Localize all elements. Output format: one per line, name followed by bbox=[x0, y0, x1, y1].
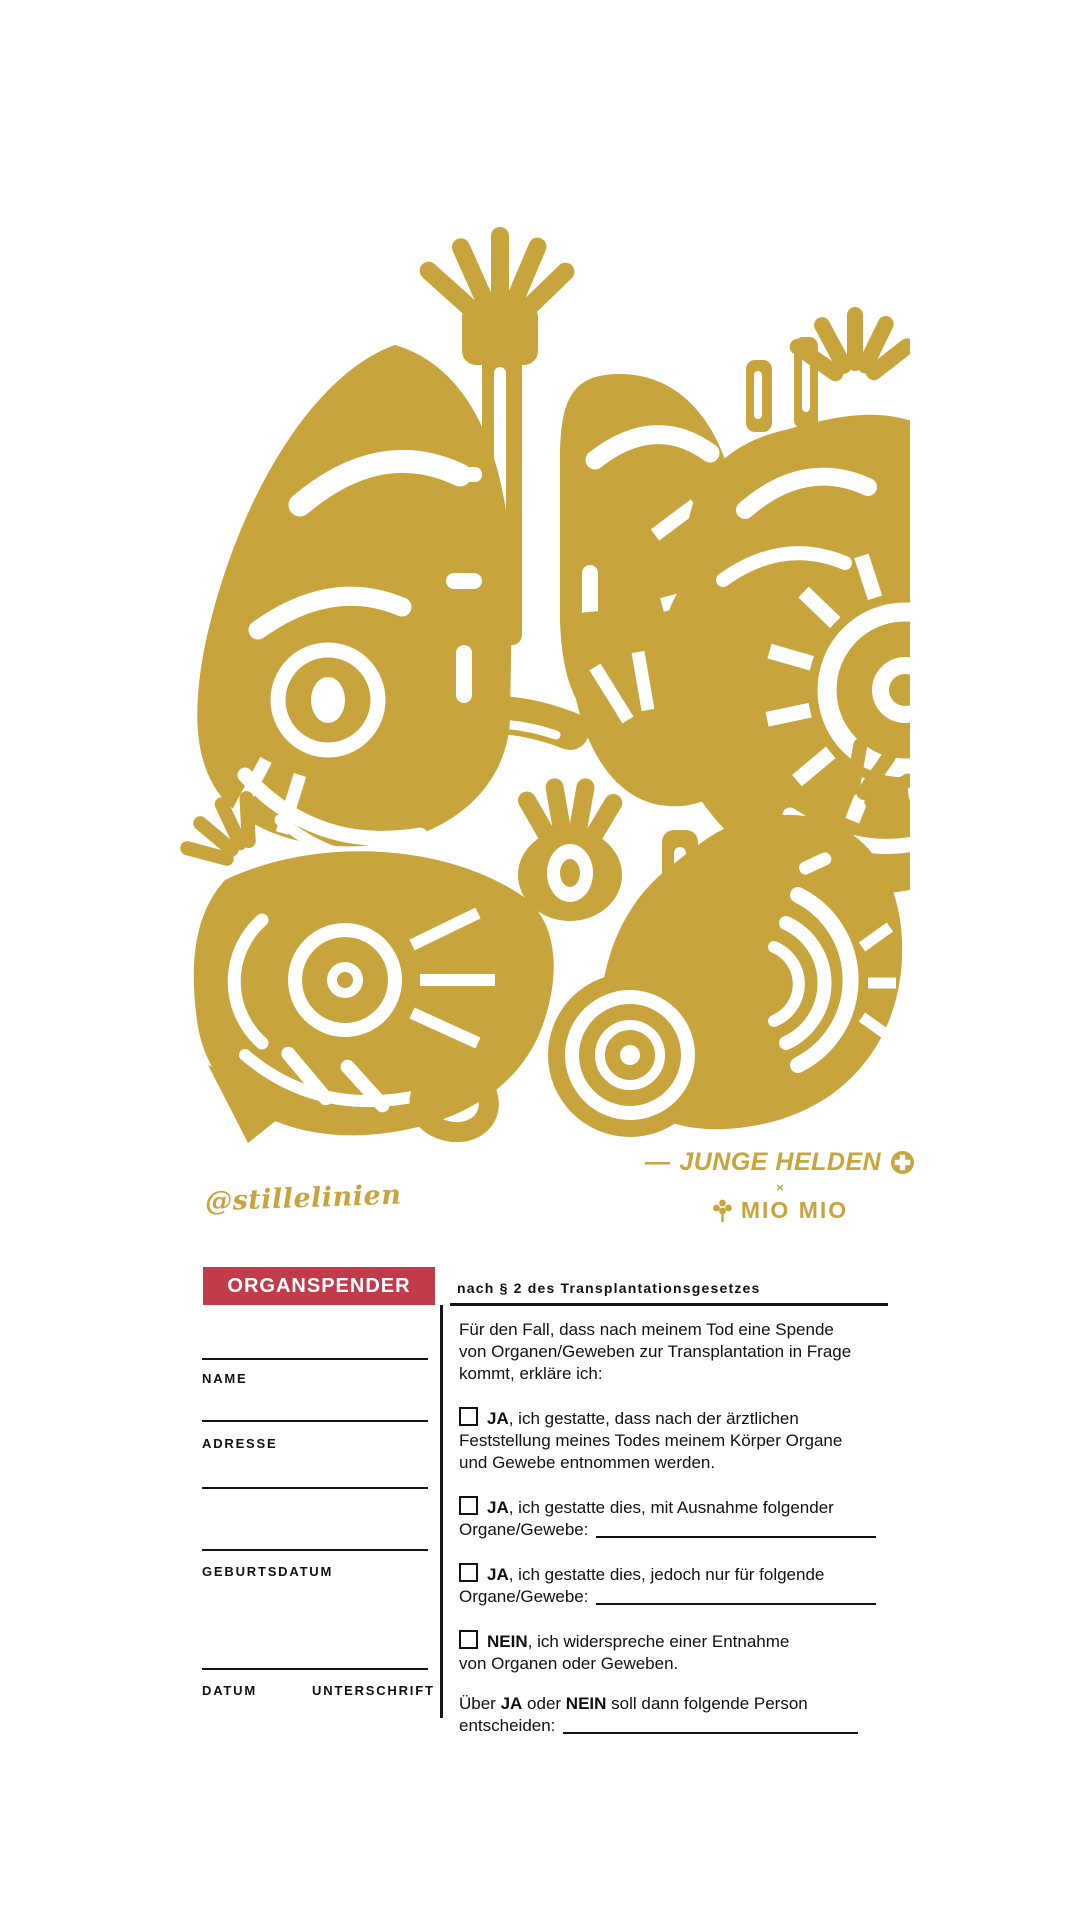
name-line[interactable] bbox=[202, 1358, 428, 1360]
miomio-plant-icon bbox=[712, 1199, 733, 1223]
option-line bbox=[459, 1519, 889, 1541]
mio-mio-row bbox=[712, 1197, 848, 1224]
proxy-paragraph bbox=[459, 1693, 889, 1737]
column-divider bbox=[440, 1305, 443, 1718]
left-lung-shape bbox=[197, 345, 512, 861]
date-label: DATUM bbox=[202, 1683, 257, 1698]
option-ja-exception bbox=[459, 1494, 889, 1541]
option-text: , ich widerspreche einer Entnahme bbox=[527, 1632, 790, 1651]
declaration-column bbox=[459, 1319, 889, 1757]
option-text: Feststellung meines Todes meinem Körper Organe bbox=[459, 1431, 843, 1450]
date-signature-line[interactable] bbox=[202, 1668, 428, 1670]
checkbox-ja-only[interactable] bbox=[459, 1563, 478, 1582]
brand-lockup bbox=[620, 1148, 940, 1224]
proxy-line bbox=[459, 1693, 889, 1715]
proxy-text: oder bbox=[522, 1694, 566, 1713]
option-line bbox=[459, 1561, 889, 1586]
bullseye-shape bbox=[548, 973, 712, 1137]
proxy-text: soll dann folgende Person bbox=[606, 1694, 808, 1713]
intro-line: von Organen/Geweben zur Transplantation in Frage bbox=[459, 1342, 852, 1361]
header-rule bbox=[450, 1303, 888, 1306]
option-line bbox=[459, 1586, 889, 1608]
option-prefix: JA bbox=[487, 1498, 509, 1517]
intro-paragraph bbox=[459, 1319, 889, 1385]
blank-organs-only[interactable] bbox=[596, 1591, 876, 1605]
proxy-line bbox=[459, 1715, 889, 1737]
miomio-wordmark: MIO MIO bbox=[740, 1197, 849, 1223]
organs-illustration bbox=[150, 175, 910, 1145]
birthdate-line[interactable] bbox=[202, 1549, 428, 1551]
intro-line: Für den Fall, dass nach meinem Tod eine Spende bbox=[459, 1320, 834, 1339]
option-line bbox=[459, 1494, 889, 1519]
card-title-badge bbox=[203, 1267, 435, 1305]
proxy-text: entscheiden: bbox=[459, 1716, 556, 1735]
option-text: , ich gestatte dies, mit Ausnahme folgender bbox=[508, 1498, 834, 1517]
option-line bbox=[459, 1628, 889, 1653]
option-text: Organe/Gewebe: bbox=[459, 1587, 589, 1606]
checkbox-ja-exception[interactable] bbox=[459, 1496, 478, 1515]
option-text: , ich gestatte dies, jedoch nur für folgende bbox=[508, 1565, 825, 1584]
proxy-text: Über bbox=[459, 1694, 501, 1713]
name-label: NAME bbox=[202, 1371, 248, 1386]
blank-organs-exception[interactable] bbox=[596, 1524, 876, 1538]
option-prefix: JA bbox=[487, 1409, 509, 1428]
signature-label: UNTERSCHRIFT bbox=[312, 1683, 435, 1698]
address-line-1[interactable] bbox=[202, 1420, 428, 1422]
plus-circle-icon bbox=[890, 1150, 915, 1175]
option-nein bbox=[459, 1628, 889, 1675]
law-reference: nach § 2 des Transplantationsgesetzes bbox=[457, 1280, 761, 1296]
hand-shape bbox=[515, 777, 626, 921]
card-title: ORGANSPENDER bbox=[227, 1274, 411, 1297]
option-prefix: NEIN bbox=[487, 1632, 528, 1651]
option-ja-full bbox=[459, 1405, 889, 1474]
junge-helden-dash: — bbox=[644, 1148, 671, 1176]
collab-x-separator: × bbox=[776, 1180, 784, 1195]
option-text: , ich gestatte, dass nach der ärztlichen bbox=[508, 1409, 799, 1428]
address-label: ADRESSE bbox=[202, 1436, 278, 1451]
intro-line: kommt, erkläre ich: bbox=[459, 1364, 603, 1383]
option-text: und Gewebe entnommen werden. bbox=[459, 1453, 716, 1472]
option-ja-only bbox=[459, 1561, 889, 1608]
option-line bbox=[459, 1405, 889, 1430]
junge-helden-wordmark: JUNGE HELDEN bbox=[679, 1148, 882, 1176]
blank-proxy-person[interactable] bbox=[563, 1720, 858, 1734]
checkbox-nein[interactable] bbox=[459, 1630, 478, 1649]
checkbox-ja-full[interactable] bbox=[459, 1407, 478, 1426]
junge-helden-row bbox=[645, 1148, 915, 1177]
address-line-2[interactable] bbox=[202, 1487, 428, 1489]
artist-handle: @stillelinien bbox=[204, 1179, 402, 1218]
birthdate-label: GEBURTSDATUM bbox=[202, 1564, 334, 1579]
proxy-ja: JA bbox=[500, 1694, 523, 1713]
option-text: Organe/Gewebe: bbox=[459, 1520, 589, 1539]
option-text: von Organen oder Geweben. bbox=[459, 1654, 679, 1673]
option-prefix: JA bbox=[487, 1565, 509, 1584]
proxy-nein: NEIN bbox=[565, 1694, 607, 1713]
